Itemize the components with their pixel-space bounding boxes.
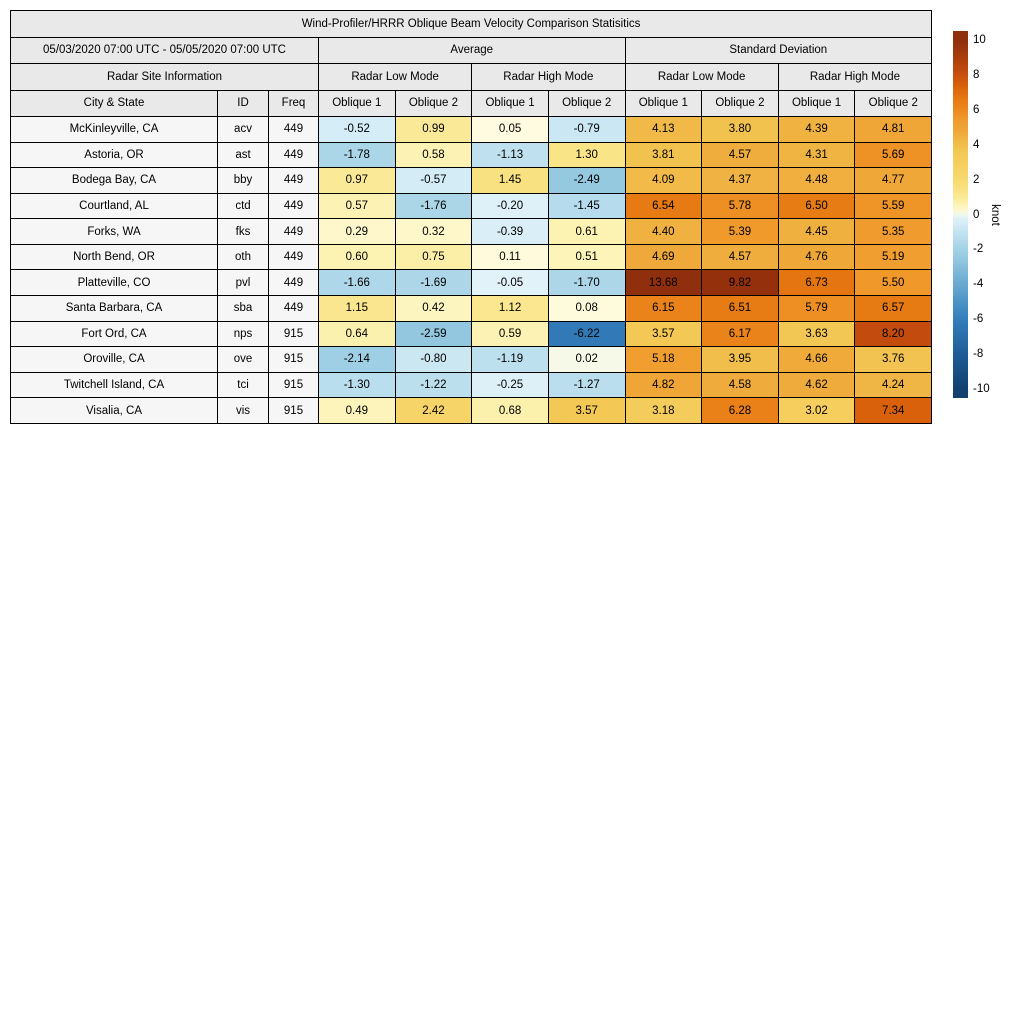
- site-id-cell: nps: [218, 321, 269, 347]
- value-cell: 1.12: [472, 296, 549, 322]
- value-cell: 4.57: [702, 244, 779, 270]
- freq-cell: 449: [269, 244, 319, 270]
- city-state-cell: Courtland, AL: [11, 193, 218, 219]
- value-cell: 7.34: [855, 398, 932, 424]
- value-cell: -1.30: [319, 372, 396, 398]
- value-cell: -0.20: [472, 193, 549, 219]
- colorbar-tick-label: -10: [973, 383, 990, 396]
- city-state-cell: Astoria, OR: [11, 142, 218, 168]
- value-cell: 1.30: [548, 142, 625, 168]
- col-header-oblique: Oblique 2: [395, 90, 472, 117]
- value-cell: 4.62: [778, 372, 855, 398]
- value-cell: -0.39: [472, 219, 549, 245]
- city-state-cell: Santa Barbara, CA: [11, 296, 218, 322]
- value-cell: 4.31: [778, 142, 855, 168]
- value-cell: 4.76: [778, 244, 855, 270]
- group-header-row: [11, 37, 932, 64]
- city-state-cell: Forks, WA: [11, 219, 218, 245]
- city-state-cell: Visalia, CA: [11, 398, 218, 424]
- site-id-cell: oth: [218, 244, 269, 270]
- site-id-cell: bby: [218, 168, 269, 194]
- value-cell: 3.76: [855, 347, 932, 373]
- value-cell: -1.45: [548, 193, 625, 219]
- freq-cell: 915: [269, 321, 319, 347]
- site-id-cell: ast: [218, 142, 269, 168]
- value-cell: 5.79: [778, 296, 855, 322]
- colorbar-tick-label: 4: [973, 138, 980, 151]
- value-cell: 3.02: [778, 398, 855, 424]
- value-cell: 6.28: [702, 398, 779, 424]
- value-cell: 5.35: [855, 219, 932, 245]
- value-cell: -1.22: [395, 372, 472, 398]
- freq-cell: 449: [269, 168, 319, 194]
- value-cell: -1.70: [548, 270, 625, 296]
- value-cell: -2.14: [319, 347, 396, 373]
- value-cell: 1.45: [472, 168, 549, 194]
- value-cell: 3.18: [625, 398, 702, 424]
- freq-cell: 915: [269, 372, 319, 398]
- value-cell: 6.15: [625, 296, 702, 322]
- value-cell: -1.76: [395, 193, 472, 219]
- value-cell: 0.49: [319, 398, 396, 424]
- value-cell: 0.97: [319, 168, 396, 194]
- col-header-oblique: Oblique 1: [625, 90, 702, 117]
- std-high-mode-label: Radar High Mode: [778, 64, 931, 91]
- col-header-oblique: Oblique 2: [702, 90, 779, 117]
- colorbar: [953, 31, 1024, 398]
- value-cell: 5.50: [855, 270, 932, 296]
- value-cell: 4.66: [778, 347, 855, 373]
- value-cell: 4.39: [778, 117, 855, 143]
- table-row: [11, 244, 932, 270]
- value-cell: 4.48: [778, 168, 855, 194]
- table-row: [11, 372, 932, 398]
- value-cell: 4.58: [702, 372, 779, 398]
- site-id-cell: sba: [218, 296, 269, 322]
- colorbar-tick-label: -8: [973, 348, 984, 361]
- colorbar-tick-label: -6: [973, 313, 984, 326]
- value-cell: -6.22: [548, 321, 625, 347]
- std-low-mode-label: Radar Low Mode: [625, 64, 778, 91]
- value-cell: -0.79: [548, 117, 625, 143]
- value-cell: 4.24: [855, 372, 932, 398]
- city-state-cell: North Bend, OR: [11, 244, 218, 270]
- value-cell: 0.51: [548, 244, 625, 270]
- col-header-id: ID: [218, 90, 269, 117]
- freq-cell: 449: [269, 296, 319, 322]
- value-cell: -0.52: [319, 117, 396, 143]
- value-cell: 0.42: [395, 296, 472, 322]
- column-header-row: [11, 90, 932, 117]
- value-cell: -1.69: [395, 270, 472, 296]
- value-cell: 3.57: [548, 398, 625, 424]
- freq-cell: 449: [269, 219, 319, 245]
- table-row: [11, 117, 932, 143]
- value-cell: 4.69: [625, 244, 702, 270]
- value-cell: 1.15: [319, 296, 396, 322]
- value-cell: 0.05: [472, 117, 549, 143]
- value-cell: 5.69: [855, 142, 932, 168]
- value-cell: 0.68: [472, 398, 549, 424]
- value-cell: -1.13: [472, 142, 549, 168]
- value-cell: 4.81: [855, 117, 932, 143]
- value-cell: 5.59: [855, 193, 932, 219]
- value-cell: 0.99: [395, 117, 472, 143]
- value-cell: 0.61: [548, 219, 625, 245]
- freq-cell: 449: [269, 142, 319, 168]
- table-row: [11, 347, 932, 373]
- value-cell: -0.57: [395, 168, 472, 194]
- value-cell: 0.11: [472, 244, 549, 270]
- avg-high-mode-label: Radar High Mode: [472, 64, 625, 91]
- colorbar-unit-label: knot: [989, 203, 1001, 226]
- value-cell: 5.19: [855, 244, 932, 270]
- city-state-cell: McKinleyville, CA: [11, 117, 218, 143]
- value-cell: 9.82: [702, 270, 779, 296]
- value-cell: -1.27: [548, 372, 625, 398]
- freq-cell: 915: [269, 398, 319, 424]
- group-stddev-label: Standard Deviation: [625, 37, 932, 64]
- value-cell: 0.29: [319, 219, 396, 245]
- value-cell: 0.64: [319, 321, 396, 347]
- value-cell: 6.73: [778, 270, 855, 296]
- table-row: [11, 270, 932, 296]
- table-row: [11, 193, 932, 219]
- site-id-cell: tci: [218, 372, 269, 398]
- table-row: [11, 398, 932, 424]
- group-average-label: Average: [319, 37, 626, 64]
- value-cell: 5.78: [702, 193, 779, 219]
- value-cell: 4.09: [625, 168, 702, 194]
- value-cell: -2.49: [548, 168, 625, 194]
- colorbar-tick-label: 6: [973, 103, 980, 116]
- city-state-cell: Platteville, CO: [11, 270, 218, 296]
- value-cell: 3.80: [702, 117, 779, 143]
- city-state-cell: Bodega Bay, CA: [11, 168, 218, 194]
- city-state-cell: Fort Ord, CA: [11, 321, 218, 347]
- col-header-oblique: Oblique 2: [855, 90, 932, 117]
- freq-cell: 449: [269, 193, 319, 219]
- value-cell: 6.54: [625, 193, 702, 219]
- figure-title: Wind-Profiler/HRRR Oblique Beam Velocity Comparison Statisitics: [11, 11, 932, 38]
- col-header-city-state: City & State: [11, 90, 218, 117]
- site-id-cell: vis: [218, 398, 269, 424]
- stats-table: [10, 10, 932, 424]
- value-cell: 3.63: [778, 321, 855, 347]
- value-cell: -1.66: [319, 270, 396, 296]
- col-header-oblique: Oblique 1: [319, 90, 396, 117]
- value-cell: 8.20: [855, 321, 932, 347]
- value-cell: 4.82: [625, 372, 702, 398]
- table-row: [11, 142, 932, 168]
- site-id-cell: ove: [218, 347, 269, 373]
- col-header-freq: Freq: [269, 90, 319, 117]
- col-header-oblique: Oblique 1: [472, 90, 549, 117]
- freq-cell: 449: [269, 117, 319, 143]
- value-cell: 13.68: [625, 270, 702, 296]
- site-id-cell: acv: [218, 117, 269, 143]
- colorbar-tick-label: 2: [973, 173, 980, 186]
- value-cell: -0.80: [395, 347, 472, 373]
- value-cell: 3.57: [625, 321, 702, 347]
- colorbar-tick-label: -4: [973, 278, 984, 291]
- value-cell: 0.57: [319, 193, 396, 219]
- value-cell: 5.39: [702, 219, 779, 245]
- city-state-cell: Twitchell Island, CA: [11, 372, 218, 398]
- avg-low-mode-label: Radar Low Mode: [319, 64, 472, 91]
- value-cell: -0.25: [472, 372, 549, 398]
- value-cell: 3.81: [625, 142, 702, 168]
- value-cell: 4.57: [702, 142, 779, 168]
- value-cell: 0.08: [548, 296, 625, 322]
- value-cell: 4.13: [625, 117, 702, 143]
- value-cell: 0.58: [395, 142, 472, 168]
- value-cell: 6.17: [702, 321, 779, 347]
- value-cell: 0.32: [395, 219, 472, 245]
- value-cell: 6.51: [702, 296, 779, 322]
- colorbar-gradient: [953, 31, 968, 398]
- value-cell: 4.45: [778, 219, 855, 245]
- colorbar-tick-label: 10: [973, 33, 986, 46]
- site-id-cell: pvl: [218, 270, 269, 296]
- value-cell: 6.50: [778, 193, 855, 219]
- table-row: [11, 168, 932, 194]
- city-state-cell: Oroville, CA: [11, 347, 218, 373]
- value-cell: 6.57: [855, 296, 932, 322]
- value-cell: -2.59: [395, 321, 472, 347]
- value-cell: 5.18: [625, 347, 702, 373]
- value-cell: 0.02: [548, 347, 625, 373]
- value-cell: 0.59: [472, 321, 549, 347]
- value-cell: 4.77: [855, 168, 932, 194]
- table-row: [11, 296, 932, 322]
- value-cell: 3.95: [702, 347, 779, 373]
- title-row: [11, 11, 932, 38]
- colorbar-tick-label: -2: [973, 243, 984, 256]
- table-row: [11, 321, 932, 347]
- value-cell: -1.19: [472, 347, 549, 373]
- freq-cell: 915: [269, 347, 319, 373]
- date-range-label: 05/03/2020 07:00 UTC - 05/05/2020 07:00 UTC: [11, 37, 319, 64]
- value-cell: -1.78: [319, 142, 396, 168]
- table-row: [11, 219, 932, 245]
- value-cell: 0.75: [395, 244, 472, 270]
- value-cell: 0.60: [319, 244, 396, 270]
- colorbar-tick-label: 0: [973, 208, 980, 221]
- site-info-label: Radar Site Information: [11, 64, 319, 91]
- mode-header-row: [11, 64, 932, 91]
- col-header-oblique: Oblique 1: [778, 90, 855, 117]
- site-id-cell: fks: [218, 219, 269, 245]
- freq-cell: 449: [269, 270, 319, 296]
- site-id-cell: ctd: [218, 193, 269, 219]
- value-cell: -0.05: [472, 270, 549, 296]
- colorbar-tick-label: 8: [973, 68, 980, 81]
- col-header-oblique: Oblique 2: [548, 90, 625, 117]
- value-cell: 2.42: [395, 398, 472, 424]
- value-cell: 4.40: [625, 219, 702, 245]
- value-cell: 4.37: [702, 168, 779, 194]
